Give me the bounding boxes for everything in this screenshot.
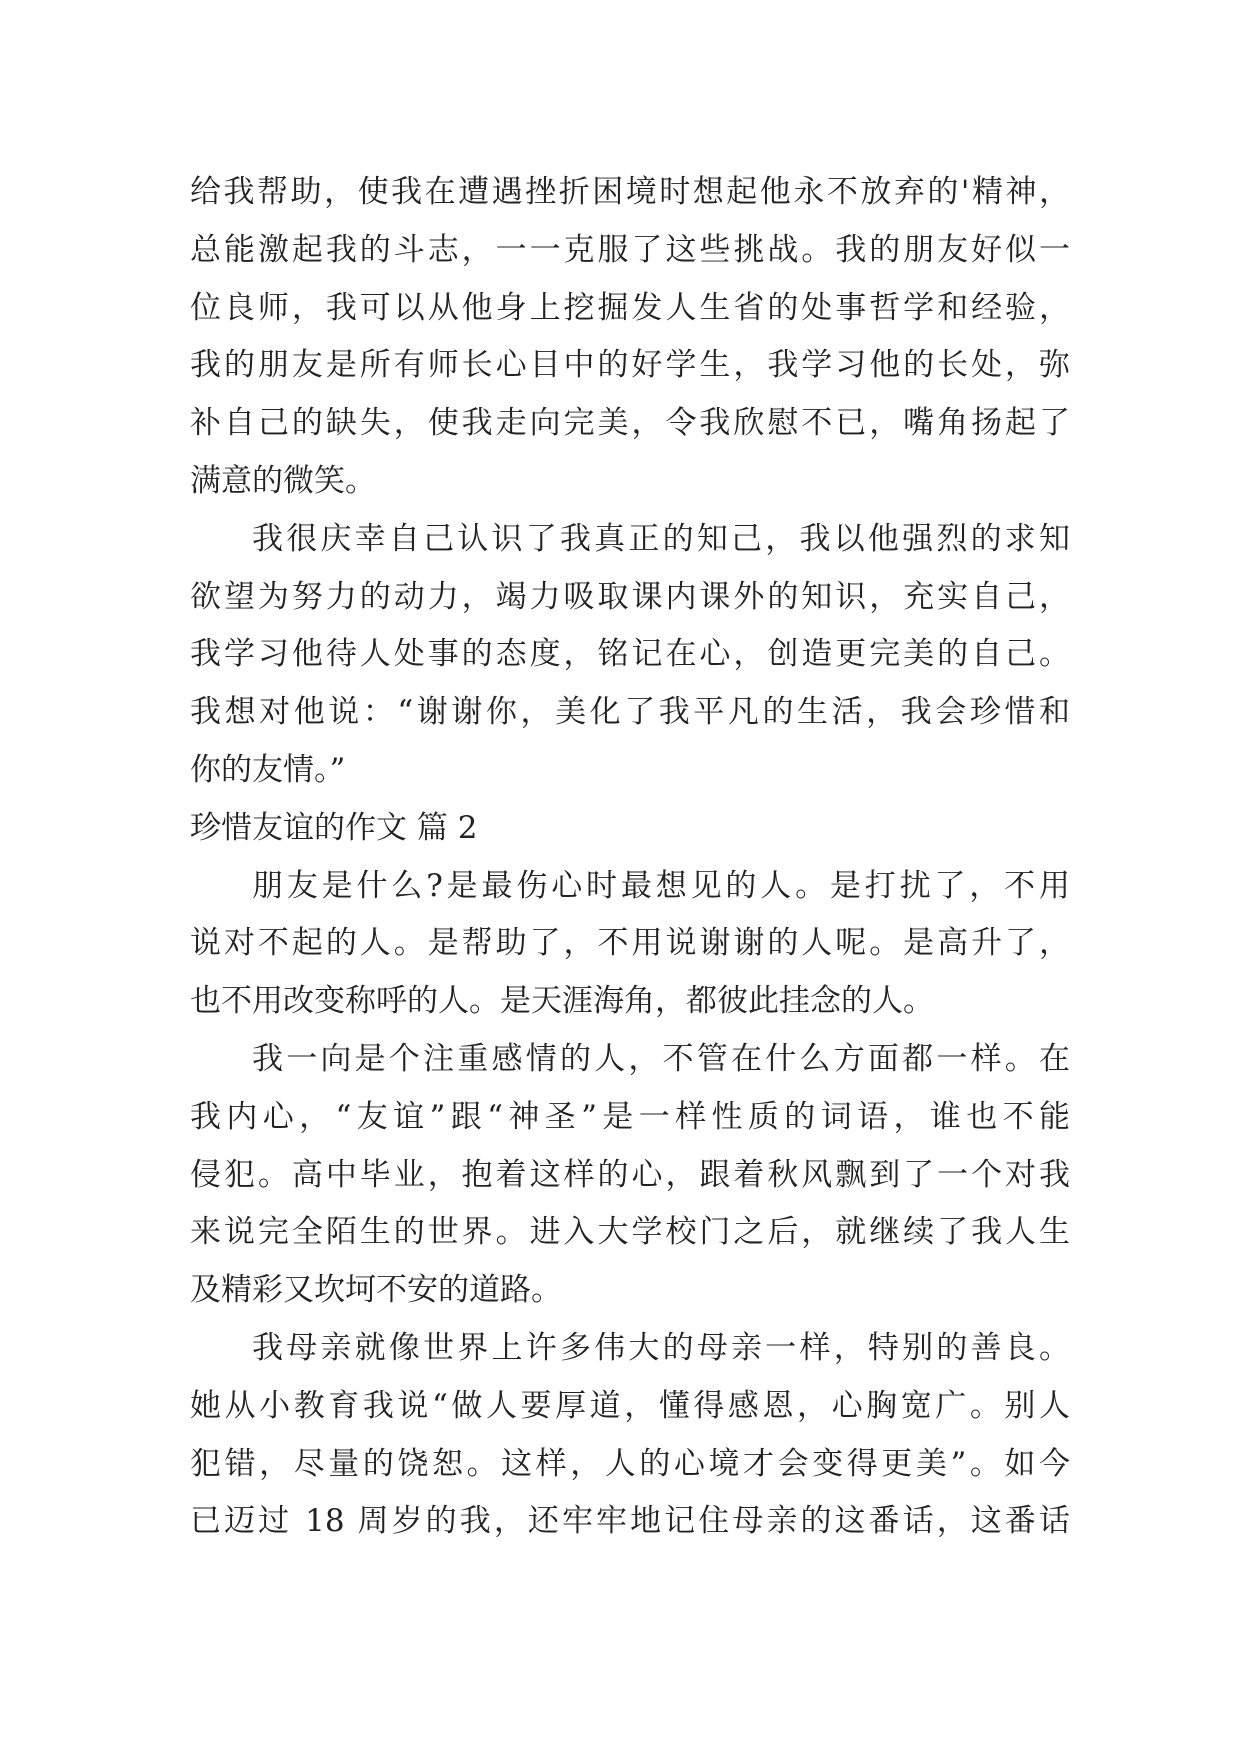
text-line: 说对不起的人。是帮助了，不用说谢谢的人呢。是高升了， xyxy=(190,925,1070,962)
text-line: 也不用改变称呼的人。是天涯海角，都彼此挂念的人。 xyxy=(190,983,934,1020)
text-line: 给我帮助，使我在遭遇挫折困境时想起他永不放弃的'精神， xyxy=(190,174,1070,210)
text-line: 侵犯。高中毕业，抱着这样的心，跟着秋风飘到了一个对我 xyxy=(190,1156,1070,1193)
text-line: 我内心，“友谊”跟“神圣”是一样性质的词语，谁也不能 xyxy=(190,1098,1070,1135)
text-line: 我一向是个注重感情的人，不管在什么方面都一样。在 xyxy=(252,1040,1070,1077)
text-line: 我很庆幸自己认识了我真正的知己，我以他强烈的求知 xyxy=(252,520,1070,557)
text-line: 我母亲就像世界上许多伟大的母亲一样，特别的善良。 xyxy=(252,1329,1070,1366)
text-line: 我想对他说：“谢谢你，美化了我平凡的生活，我会珍惜和 xyxy=(190,694,1070,731)
text-line: 位良师，我可以从他身上挖掘发人生省的处事哲学和经验， xyxy=(190,289,1070,326)
text-line: 她从小教育我说“做人要厚道，懂得感恩，心胸宽广。别人 xyxy=(190,1387,1070,1424)
text-line: 我的朋友是所有师长心目中的好学生，我学习他的长处，弥 xyxy=(190,347,1070,384)
text-line: 你的友情。” xyxy=(190,751,346,788)
text-line: 来说完全陌生的世界。进入大学校门之后，就继续了我人生 xyxy=(190,1214,1070,1251)
section-heading: 珍惜友谊的作文 篇 2 xyxy=(190,809,478,846)
text-line: 及精彩又坎坷不安的道路。 xyxy=(190,1272,562,1309)
text-line: 犯错，尽量的饶恕。这样，人的心境才会变得更美”。如今 xyxy=(190,1445,1070,1482)
text-line: 已迈过 18 周岁的我，还牢牢地记住母亲的这番话，这番话 xyxy=(190,1503,1070,1540)
text-line: 我学习他待人处事的态度，铭记在心，创造更完美的自己。 xyxy=(190,636,1070,673)
text-line: 欲望为努力的动力，竭力吸取课内课外的知识，充实自己， xyxy=(190,578,1070,615)
text-line: 补自己的缺失，使我走向完美，令我欣慰不已，嘴角扬起了 xyxy=(190,405,1070,442)
text-line: 满意的微笑。 xyxy=(190,462,376,499)
document-body xyxy=(190,164,1070,1551)
text-line: 朋友是什么?是最伤心时最想见的人。是打扰了，不用 xyxy=(252,867,1070,904)
text-line: 总能激起我的斗志，一一克服了这些挑战。我的朋友好似一 xyxy=(190,231,1070,268)
